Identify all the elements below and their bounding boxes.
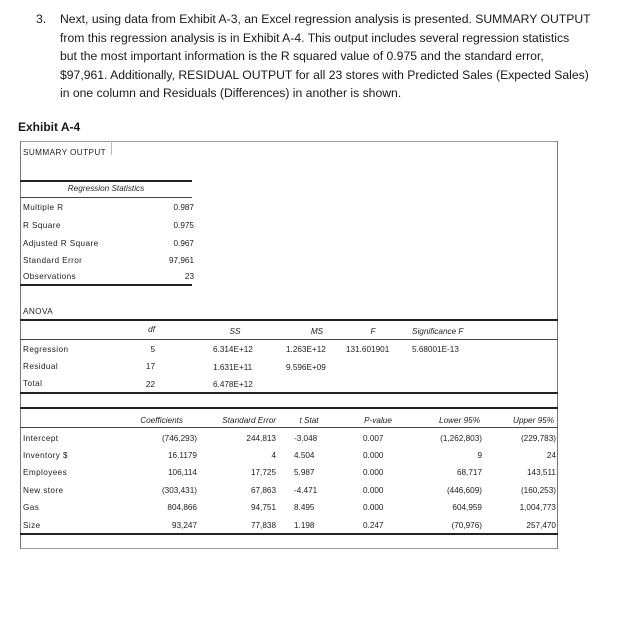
coef-tstat: 1.198 xyxy=(294,521,315,530)
coef-tstat: -3.048 xyxy=(294,434,318,443)
anova-f: 131.601901 xyxy=(346,345,390,354)
anova-sig: 5.68001E-13 xyxy=(412,345,459,354)
exhibit-title: Exhibit A-4 xyxy=(18,120,81,134)
coef-lower95: 68,717 xyxy=(456,468,482,477)
intro-number: 3. xyxy=(36,12,47,26)
sheet-border-right xyxy=(557,141,558,549)
intro-line: but the most important information is the R squared value of 0.975 and the standard error, xyxy=(60,49,544,64)
coef-value: 16.1179 xyxy=(168,451,197,460)
coef-lower95: (446,609) xyxy=(446,486,482,495)
anova-header-ss: SS xyxy=(229,327,241,336)
regstat-label: Multiple R xyxy=(23,203,64,212)
coef-value: (303,431) xyxy=(161,486,197,495)
coef-bottom-rule xyxy=(20,533,558,535)
regstat-value: 0.967 xyxy=(173,239,194,248)
coef-lower95: 9 xyxy=(477,451,482,460)
coef-stderr: 94,751 xyxy=(250,503,276,512)
anova-ss: 6.478E+12 xyxy=(213,380,253,389)
anova-df: 22 xyxy=(145,380,155,389)
anova-bottom-rule xyxy=(20,392,558,394)
anova-header-df: df xyxy=(148,325,155,334)
coef-row-label: Gas xyxy=(23,503,40,512)
coef-row-label: Inventory $ xyxy=(23,451,68,460)
anova-ms: 1.263E+12 xyxy=(286,345,326,354)
anova-row-label: Total xyxy=(23,379,43,388)
anova-ms: 9.596E+09 xyxy=(286,363,326,372)
regstat-label: Adjusted R Square xyxy=(23,239,99,248)
coef-header-stderr: Standard Error xyxy=(222,416,276,425)
coef-top-rule xyxy=(20,407,558,409)
coef-tstat: -4.471 xyxy=(294,486,318,495)
intro-line: in one column and Residuals (Differences) in another is shown. xyxy=(60,86,402,101)
coef-pvalue: 0.000 xyxy=(363,486,384,495)
coef-header-pvalue: P-value xyxy=(364,416,392,425)
coef-lower95: (70,976) xyxy=(451,521,482,530)
coef-pvalue: 0.000 xyxy=(363,468,384,477)
regstats-header-rule xyxy=(20,197,192,198)
anova-ss: 1.631E+11 xyxy=(213,363,253,372)
regstats-bottom-rule xyxy=(20,284,192,286)
intro-line: from this regression analysis is in Exhibit A-4. This output includes several regression statistics xyxy=(60,30,570,45)
anova-header-ms: MS xyxy=(310,327,324,336)
intro-line: $97,961. Additionally, RESIDUAL OUTPUT for all 23 stores with Predicted Sales (Expected Sales) xyxy=(60,67,589,82)
anova-ss: 6.314E+12 xyxy=(213,345,253,354)
coef-tstat: 8.495 xyxy=(294,503,315,512)
coef-pvalue: 0.247 xyxy=(363,521,384,530)
title-cell-border xyxy=(111,141,112,155)
coef-upper95: 143,511 xyxy=(527,468,556,477)
anova-top-rule xyxy=(20,319,558,321)
coef-row-label: Size xyxy=(23,521,41,530)
sheet-border-bottom xyxy=(20,548,558,549)
coef-value: 106,114 xyxy=(168,468,197,477)
coef-stderr: 67,863 xyxy=(250,486,276,495)
regstat-label: Standard Error xyxy=(23,256,83,265)
anova-row-label: Regression xyxy=(23,345,69,354)
coef-row-label: New store xyxy=(23,486,64,495)
coef-stderr: 4 xyxy=(271,451,276,460)
anova-row-label: Residual xyxy=(23,362,59,371)
intro-line: Next, using data from Exhibit A-3, an Excel regression analysis is presented. SUMMARY OUTPUT xyxy=(60,12,591,26)
coef-upper95: (160,253) xyxy=(520,486,556,495)
anova-header-rule xyxy=(20,339,558,340)
coef-pvalue: 0.000 xyxy=(363,503,384,512)
regstats-top-rule xyxy=(20,180,192,182)
coef-header-lower95: Lower 95% xyxy=(439,416,480,425)
coef-pvalue: 0.007 xyxy=(363,434,384,443)
coef-upper95: 257,470 xyxy=(526,521,556,530)
coef-lower95: 604,959 xyxy=(452,503,482,512)
regstat-value: 0.987 xyxy=(173,203,194,212)
regstat-value: 23 xyxy=(184,272,194,281)
coef-lower95: (1,262,803) xyxy=(440,434,482,443)
coef-header-upper95: Upper 95% xyxy=(513,416,554,425)
coef-stderr: 17,725 xyxy=(250,468,276,477)
coef-upper95: 24 xyxy=(546,451,556,460)
coef-stderr: 244,813 xyxy=(246,434,276,443)
anova-df: 17 xyxy=(145,362,155,371)
coef-upper95: 1,004,773 xyxy=(519,503,556,512)
coef-value: 804,866 xyxy=(167,503,197,512)
regstat-label: Observations xyxy=(23,272,77,281)
coef-header-rule xyxy=(20,427,558,428)
anova-df: 5 xyxy=(150,345,155,354)
coef-row-label: Employees xyxy=(23,468,68,477)
summary-title: SUMMARY OUTPUT xyxy=(23,148,107,157)
regstat-value: 0.975 xyxy=(173,221,194,230)
coef-header-tstat: t Stat xyxy=(299,416,319,425)
sheet-border-left xyxy=(20,141,21,549)
anova-header-significance: Significance F xyxy=(412,327,464,336)
regstat-value: 97,961 xyxy=(168,256,194,265)
regstat-label: R Square xyxy=(23,221,61,230)
coef-stderr: 77,838 xyxy=(250,521,276,530)
coef-upper95: (229,783) xyxy=(520,434,556,443)
coef-value: (746,293) xyxy=(161,434,197,443)
coef-pvalue: 0.000 xyxy=(363,451,384,460)
coef-tstat: 5.987 xyxy=(294,468,315,477)
coef-header-coefficients: Coefficients xyxy=(140,416,183,425)
coef-value: 93,247 xyxy=(171,521,197,530)
sheet-border-top xyxy=(20,141,558,142)
anova-header-f: F xyxy=(370,327,376,336)
anova-title: ANOVA xyxy=(23,307,54,316)
regstats-header: Regression Statistics xyxy=(67,184,145,193)
regression-output-sheet xyxy=(20,141,558,549)
coef-tstat: 4.504 xyxy=(294,451,315,460)
coef-row-label: Intercept xyxy=(23,434,59,443)
